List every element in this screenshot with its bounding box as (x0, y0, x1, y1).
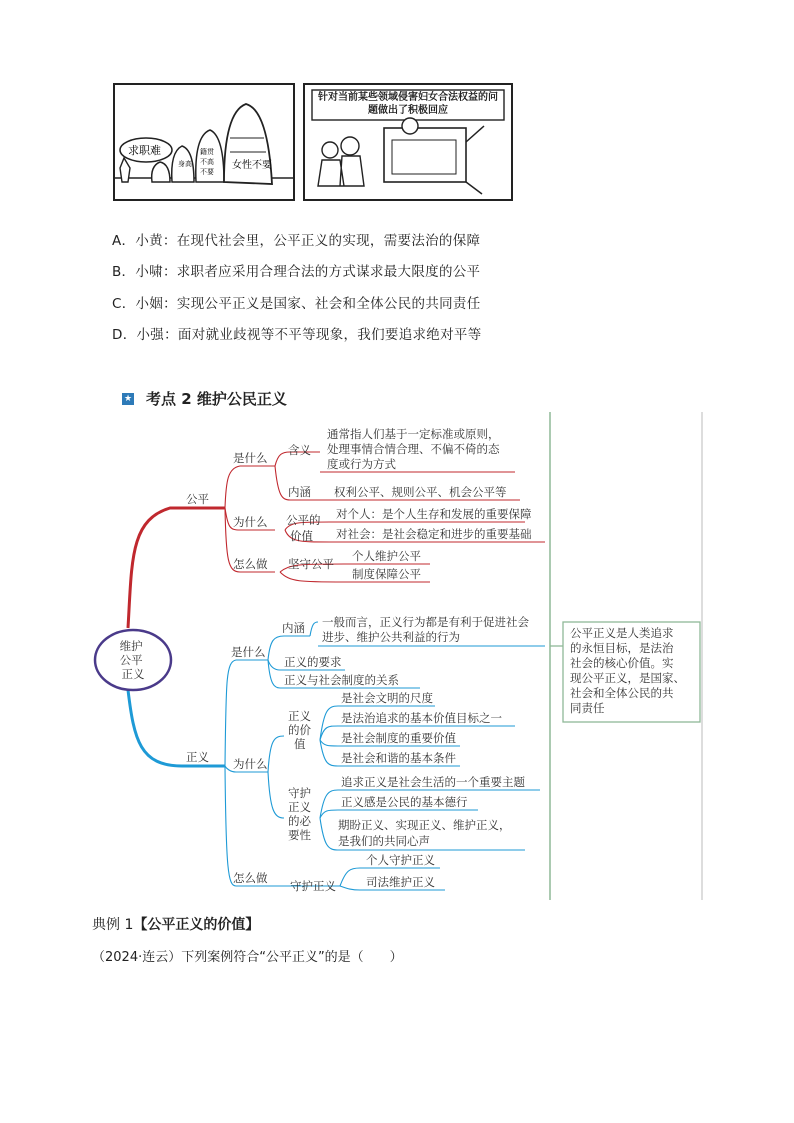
side-note: 公平正义是人类追求 的永恒目标，是法治 社会的核心价值。实 现公平正义，是国家、 社会和全体公民的共 同责任 (570, 626, 685, 715)
thumb-label: 女性不要 (232, 160, 272, 171)
svg-text:是什么: 是什么 (233, 451, 268, 465)
meaning-text: 通常指人们基于一定标准或原则， 处理事情合情合理、不偏不倚的态 度或行为方式 (327, 427, 500, 471)
caption-box: 针对当前某些领域侵害妇女合法权益的问题做出了积极回应 (318, 92, 498, 116)
svg-text:坚守公平: 坚守公平 (288, 557, 334, 571)
section-title: 考点 2 维护公民正义 (146, 390, 287, 408)
svg-text:不要: 不要 (200, 168, 214, 176)
example-title: 典例 1【公平正义的价值】 (92, 917, 260, 933)
center-label: 维护 公平 正义 (119, 639, 145, 681)
svg-text:是社会和谐的基本条件: 是社会和谐的基本条件 (341, 751, 456, 765)
fair-label: 公平 (186, 492, 209, 506)
question-text: （2024·连云）下列案例符合“公平正义”的是（ ） (92, 950, 403, 965)
svg-text:身高: 身高 (178, 160, 192, 168)
svg-text:追求正义是社会生活的一个重要主题: 追求正义是社会生活的一个重要主题 (341, 775, 525, 789)
svg-text:不高: 不高 (200, 158, 214, 166)
svg-text:制度保障公平: 制度保障公平 (352, 567, 421, 581)
svg-text:正义感是公民的基本德行: 正义感是公民的基本德行 (341, 795, 468, 809)
option-d: D．小强：面对就业歧视等不平等现象，我们要追求绝对平等 (112, 327, 482, 343)
svg-text:正义 的价 值: 正义 的价 值 (288, 709, 311, 751)
option-a: A．小黄：在现代社会里，公平正义的实现，需要法治的保障 (112, 233, 481, 249)
svg-text:权利公平、规则公平、机会公平等: 权利公平、规则公平、机会公平等 (334, 485, 507, 499)
svg-text:期盼正义、实现正义、维护正义， 是我们的共同心声: 期盼正义、实现正义、维护正义， 是我们的共同心声 (338, 818, 511, 848)
svg-text:守护 正义 的必 要性: 守护 正义 的必 要性 (288, 786, 311, 842)
star-icon: ★ (123, 393, 133, 404)
svg-text:正义的要求: 正义的要求 (284, 655, 342, 669)
j-content-text: 一般而言，正义行为都是有利于促进社会 进步、维护公共利益的行为 (322, 615, 529, 644)
svg-text:内涵: 内涵 (282, 621, 305, 635)
svg-text:对社会：是社会稳定和进步的重要基础: 对社会：是社会稳定和进步的重要基础 (336, 527, 532, 541)
speech-bubble-left: 求职难 (128, 144, 161, 157)
svg-text:对个人：是个人生存和发展的重要保障: 对个人：是个人生存和发展的重要保障 (336, 507, 532, 521)
svg-text:司法维护正义: 司法维护正义 (366, 875, 435, 889)
svg-text:个人守护正义: 个人守护正义 (366, 853, 435, 867)
svg-text:是什么: 是什么 (231, 645, 266, 659)
svg-text:怎么做: 怎么做 (233, 871, 268, 885)
svg-text:个人维护公平: 个人维护公平 (352, 549, 421, 563)
svg-text:是法治追求的基本价值目标之一: 是法治追求的基本价值目标之一 (341, 711, 502, 725)
svg-text:为什么: 为什么 (233, 757, 268, 771)
svg-text:公平的 价值: 公平的 价值 (286, 513, 321, 543)
justice-label: 正义 (186, 750, 209, 764)
svg-text:为什么: 为什么 (233, 515, 268, 529)
option-c: C．小姻：实现公平正义是国家、社会和全体公民的共同责任 (112, 296, 481, 312)
svg-text:守护正义: 守护正义 (290, 879, 336, 893)
option-b: B．小啸：求职者应采用合理合法的方式谋求最大限度的公平 (112, 264, 481, 280)
svg-text:含义: 含义 (288, 443, 311, 457)
svg-text:籍贯: 籍贯 (200, 148, 214, 156)
svg-text:是社会制度的重要价值: 是社会制度的重要价值 (341, 731, 456, 745)
svg-text:是社会文明的尺度: 是社会文明的尺度 (341, 691, 433, 705)
svg-text:内涵: 内涵 (288, 485, 311, 499)
svg-text:正义与社会制度的关系: 正义与社会制度的关系 (284, 673, 399, 687)
svg-text:怎么做: 怎么做 (233, 557, 268, 571)
